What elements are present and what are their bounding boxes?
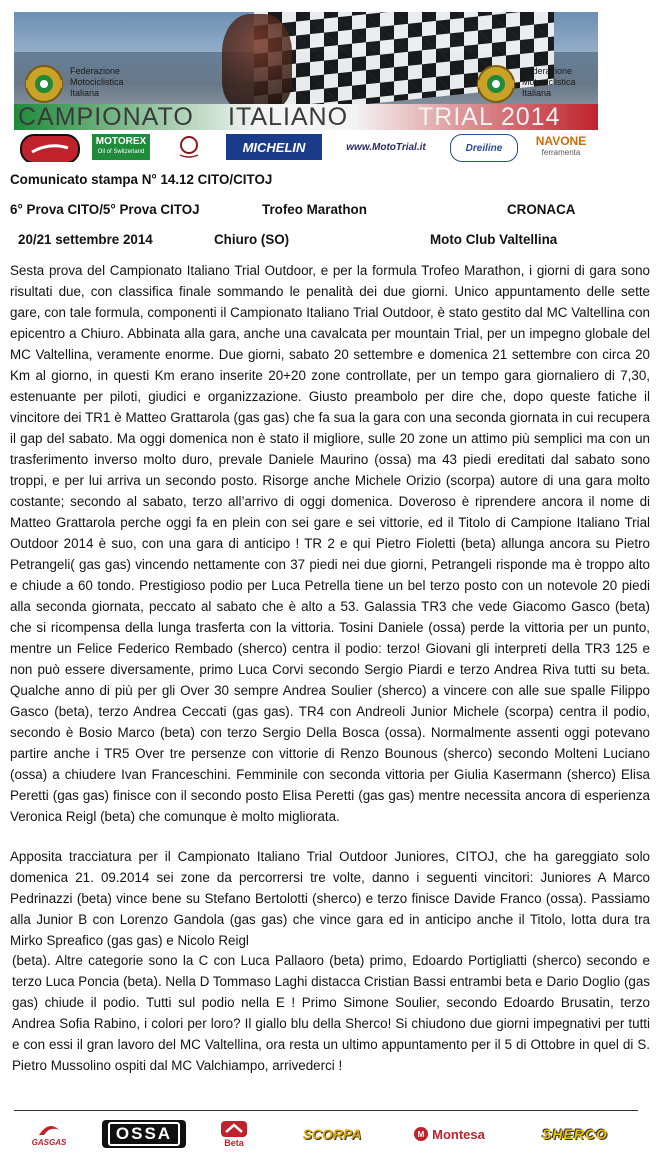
cantina-logo-icon xyxy=(174,135,204,159)
sponsor-row xyxy=(14,132,598,162)
footer-divider xyxy=(14,1110,638,1111)
article-paragraph-2: Apposita tracciatura per il Campionato Italiano Trial Outdoor Juniores, CITOJ, che ha gareggiato solo domenica 21. 09.2014 sei zone da percorrersi tre volte, danno i seguenti vincitori: Juniores A Marco Pedrinazzi (beta) vince bene su Stefano Bertolotti (sherco) e terzo finisce Davide Franco (ossa). Passiamo alla Junior B con Lorenzo Gandola (gas gas) che vince gara ed in anticipo anche il Titolo, lotta dura tra Mirko Spreafico (gas gas) e Nicolo Reigl xyxy=(10,849,650,948)
organizing-club: Moto Club Valtellina xyxy=(430,232,558,247)
header-banner xyxy=(14,12,598,162)
gasgas-logo-icon xyxy=(36,1122,62,1138)
beta-logo-icon xyxy=(220,1120,248,1138)
trophy-name: Trofeo Marathon xyxy=(262,202,367,217)
article-paragraph-3: (beta). Altre categorie sono la C con Luca Pallaoro (beta) primo, Edoardo Portigliatti (sherco) secondo e terzo Luca Poncia (beta). Nella D Tommaso Laghi distacca Cristian Bassi entrambi beta e Dario Doglio (gas gas) chiude il podio. Tutti sul podio nella E ! Primo Simone Soulier, secondo Edoardo Brusatin, terzo Andrea Sofia Rabino, i colori per loro? Il giallo blu della Sherco! Si chiudono due giorni impegnativi per tutti e con essi il gran lavoro del MC Valtellina, ora resta un ultimo appuntamento per il 5 di Ottobre in quel di S. Pietro Mussolino ospiti dal MC Valchiampo, arrivederci ! xyxy=(12,953,650,1073)
title-word-campionato: CAMPIONATO xyxy=(18,103,194,131)
fmi-text: Federazione Motociclistica Italiana xyxy=(70,66,124,98)
sponsor-mototrial: www.MotoTrial.it xyxy=(346,141,426,153)
section-label: CRONACA xyxy=(507,202,576,217)
title-word-italiano: ITALIANO xyxy=(228,103,349,131)
press-release-number: Comunicato stampa N° 14.12 CITO/CITOJ xyxy=(10,172,273,187)
fmi-emblem-icon xyxy=(22,62,66,106)
svg-text:M: M xyxy=(417,1130,425,1139)
title-word-trial-2014: TRIAL 2014 xyxy=(418,103,561,131)
round-title: 6° Prova CITO/5° Prova CITOJ xyxy=(10,202,200,217)
brand-ossa: OSSA xyxy=(102,1120,186,1148)
fmi-emblem-icon xyxy=(474,62,518,106)
brand-montesa: M Montesa xyxy=(402,1120,496,1148)
brand-beta: Beta xyxy=(214,1120,254,1148)
brand-scorpa: SCORPA xyxy=(302,1126,362,1142)
sponsor-michelin: MICHELIN xyxy=(226,134,322,160)
sponsor-swoosh-icon xyxy=(30,142,70,156)
event-location: Chiuro (SO) xyxy=(214,232,290,247)
montesa-logo-icon xyxy=(413,1126,429,1142)
footer-brand-logos xyxy=(14,1116,644,1152)
article-paragraph-1: Sesta prova del Campionato Italiano Trial Outdoor, e per la formula Trofeo Marathon, i giorni di gara sono risultati due, con classifica finale sommando le penalità dei due giorni. Unico appuntamento delle sette gare, con tale formula, componenti il Campionato Italiano Trial Outdoor, è stato gestito dal MC Valtellina con epicentro a Chiuro. Abbinata alla gara, anche una cavalcata per mountain Trial, per un impegno globale del MC Valtellina, veramente enorme. Due giorni, sabato 20 settembre e domenica 21 settembre con circa 20 Km al giorno, in questi Km erano inserite 20+20 zone controllate, per un tempo gara giornaliero di 7,30, estenuante per piloti, giudici e organizzazione. Giusto preambolo per dire che, dopo queste fatiche il vincitore dei TR1 è Matteo Grattarola (gas gas) che fa sua la gara con una seconda giornata in cui recupera il gap del sabato. Ma oggi domenica non è stato il migliore, sulle 20 zone un attimo più semplici ma con un trasferimento inverso molto duro, prevale Daniele Maurino (ossa) ma 43 piedi ereditati dal sabato sono troppi, e per lui arriva un secondo posto. Risorge anche Michele Orizio (scorpa) autore di una gara molto costante; secondo al sabato, terzo all’arrivo di oggi domenica. Doveroso è riprendere ancora il nome di Matteo Grattarola perche oggi fa en plein con sei gare e sei vittorie, ed il Titolo di Campione Italiano Trial Outdoor 2014 è suo, con una gara di anticipo ! TR 2 e qui Pietro Fioletti (beta) allunga ancora su Pietro Petrangeli( gas gas) vincendo nettamente con 37 piedi nei due giorni, Petrangeli risponde ma è troppo alto e chiude a 60 tondo. Prestigioso podio per Luca Petrella tiene un bel terzo posto con un notevole 20 piedi alla seconda giornata, peccato al sabato che è alto a 53. Galassia TR3 che vede Giacomo Gasco (beta) che si ricompensa della lunga trasferta con la vittoria. Tosini Daniele (ossa) perde la vittoria per un punto, mentre un Felice Federico Rembado (sherco) centra il podio: terzo! Giovani gli interpreti della TR3 125 e non può essere diversamente, primo Luca Corvi secondo Sergio Piardi e terzo Andrea Riva tutti su beta. Qualche anno di più per gli Over 30 sempre Andrea Soulier (sherco) a vincere con alle sue spalle Filippo Gasco (beta), terzo Andrea Ceccati (gas gas). TR4 con Andreoli Junior Michele (scorpa) centra il podio, secondo è Bosio Marco (beta) con terzo Sergio Della Bosca (ossa). Normalmente assenti oggi potevano partire anche i TR5 Over tre persenze con vittorie di Renzo Bounous (sherco) secondo Molteni Luciano (ossa) a chiudere Ivan Franceschini. Femminile con seconda vittoria per Giulia Kasermann (sherco) Elisa Peretti (gas gas) finisce con il secondo posto Elisa Peretti (gas gas) mentre necessita ancora di esperienza Veronica Reigl (beta) che comunque è molto migliorata. xyxy=(10,263,650,824)
brand-gasgas: GASGAS xyxy=(24,1120,74,1148)
sponsor-navone: NAVONE ferramenta xyxy=(535,134,587,157)
sponsor-motorex: MOTOREX Oil of Switzerland xyxy=(92,134,150,160)
sponsor-logo-red xyxy=(20,134,80,162)
fmi-text: Federazione Motociclistica Italiana xyxy=(522,66,576,98)
championship-title-bar xyxy=(14,104,598,130)
event-dates: 20/21 settembre 2014 xyxy=(18,232,153,247)
fmi-logo-right xyxy=(474,62,590,108)
brand-sherco: SHERCO xyxy=(542,1126,608,1142)
sponsor-dreiline: Dreiline xyxy=(450,134,518,162)
rider-image xyxy=(222,14,292,110)
sponsor-cantina xyxy=(164,134,214,160)
fmi-logo-left xyxy=(22,62,138,108)
